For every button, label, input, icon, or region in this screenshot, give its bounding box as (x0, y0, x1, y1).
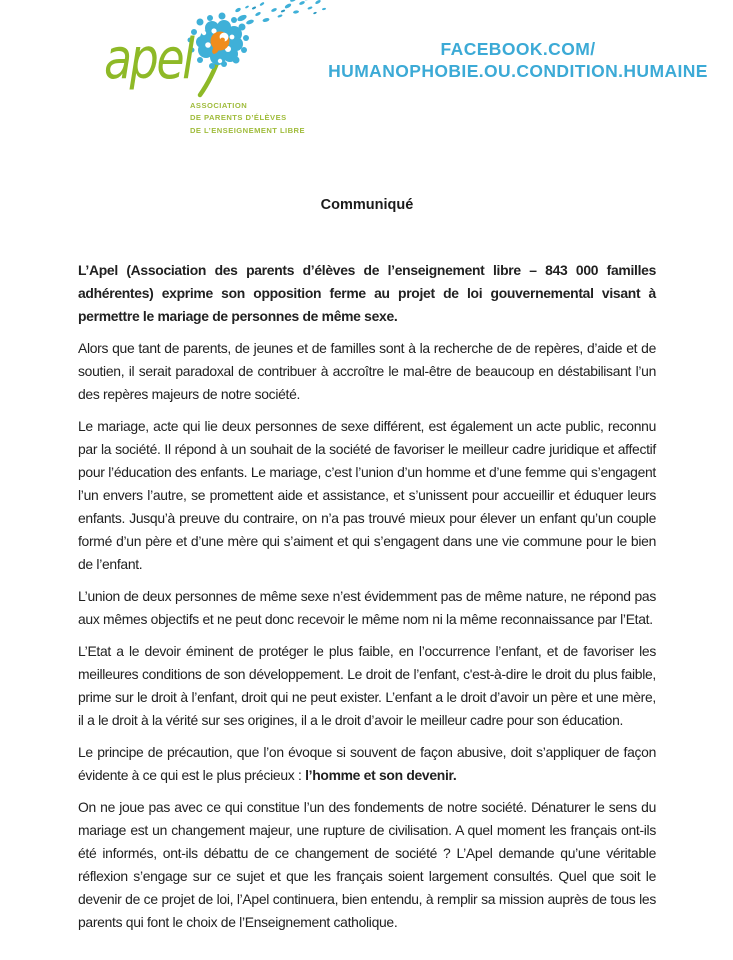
paragraph-bold-tail: l’homme et son devenir. (305, 767, 457, 783)
apel-caption-line: DE PARENTS D’ÉLÈVES (190, 113, 287, 123)
apel-caption (190, 100, 305, 137)
paragraph: L’union de deux personnes de même sexe n’est évidemment pas de même nature, ne répond pas aux mêmes objectifs et ne peut donc recevoir le même nom ni la même reconnaissance par l’Etat. (78, 588, 656, 627)
facebook-url (318, 38, 718, 82)
apel-logo (0, 0, 340, 150)
facebook-url-line1: FACEBOOK.COM/ (440, 39, 596, 59)
apel-caption-line: ASSOCIATION (190, 101, 248, 110)
apel-brand-text: apel (104, 27, 193, 92)
paragraph: Alors que tant de parents, de jeunes et de familles sont à la recherche de de repères, d’aide et de soutien, il serait paradoxal de contribuer à accroître le mal-être de beaucoup en déstabilisant l’un des repères majeurs de notre société. (78, 340, 656, 402)
paragraph (78, 741, 656, 787)
paragraph: Le mariage, acte qui lie deux personnes de sexe différent, est également un acte public, reconnu par la société. Il répond à un souhait de la société de favoriser le meilleur cadre juridique et affectif pour l’éducation des enfants. Le mariage, c’est l’union d’un homme et d’une femme qui s’engagent l’un envers l’autre, se promettent aide et assistance, et s’unissent pour accueillir et éduquer leurs enfants. Jusqu’à preuve du contraire, on n’a pas trouvé mieux pour élever un enfant qu’un couple formé d’un père et d’une mère qui s’aiment et qui s’engagent dans une vie commune pour le bien de l’enfant. (78, 418, 656, 572)
paragraph-lead: Le principe de précaution, que l’on évoque si souvent de façon abusive, doit s’appliquer de façon évidente à ce qui est le plus précieux : (78, 744, 656, 783)
paragraph: L’Apel (Association des parents d’élèves de l’enseignement libre – 843 000 familles adhérentes) exprime son opposition ferme au projet de loi gouvernemental visant à permettre le mariage de personnes de même sexe. (78, 262, 656, 324)
apel-caption-line: DE L’ENSEIGNEMENT LIBRE (190, 125, 305, 135)
paragraph: L’Etat a le devoir éminent de protéger le plus faible, en l’occurrence l’enfant, et de favoriser les meilleures conditions de son développement. Le droit de l’enfant, c'est-à-dire le droit du plus faible, prime sur le droit à l’enfant, droit qui ne peut exister. L’enfant a le droit d’avoir un père et une mère, il a le droit à la vérité sur ses origines, il a le droit d’avoir le meilleur cadre pour son éducation. (78, 643, 656, 728)
document-title: Communiqué (320, 197, 414, 213)
paragraph: On ne joue pas avec ce qui constitue l’un des fondements de notre société. Dénaturer le sens du mariage est un changement majeur, une rupture de civilisation. A quel moment les français ont-ils été informés, ont-ils débattu de ce changement de société ? L’Apel demande qu’une véritable réflexion s’engage sur ce sujet et que les français soient largement consultés. Quel que soit le devenir de ce projet de loi, l’Apel continuera, bien entendu, à remplir sa mission auprès de tous les parents qui font le choix de l’Enseignement catholique. (78, 799, 656, 930)
document-body (78, 197, 656, 943)
facebook-url-line2: HUMANOPHOBIE.OU.CONDITION.HUMAINE (328, 61, 708, 81)
